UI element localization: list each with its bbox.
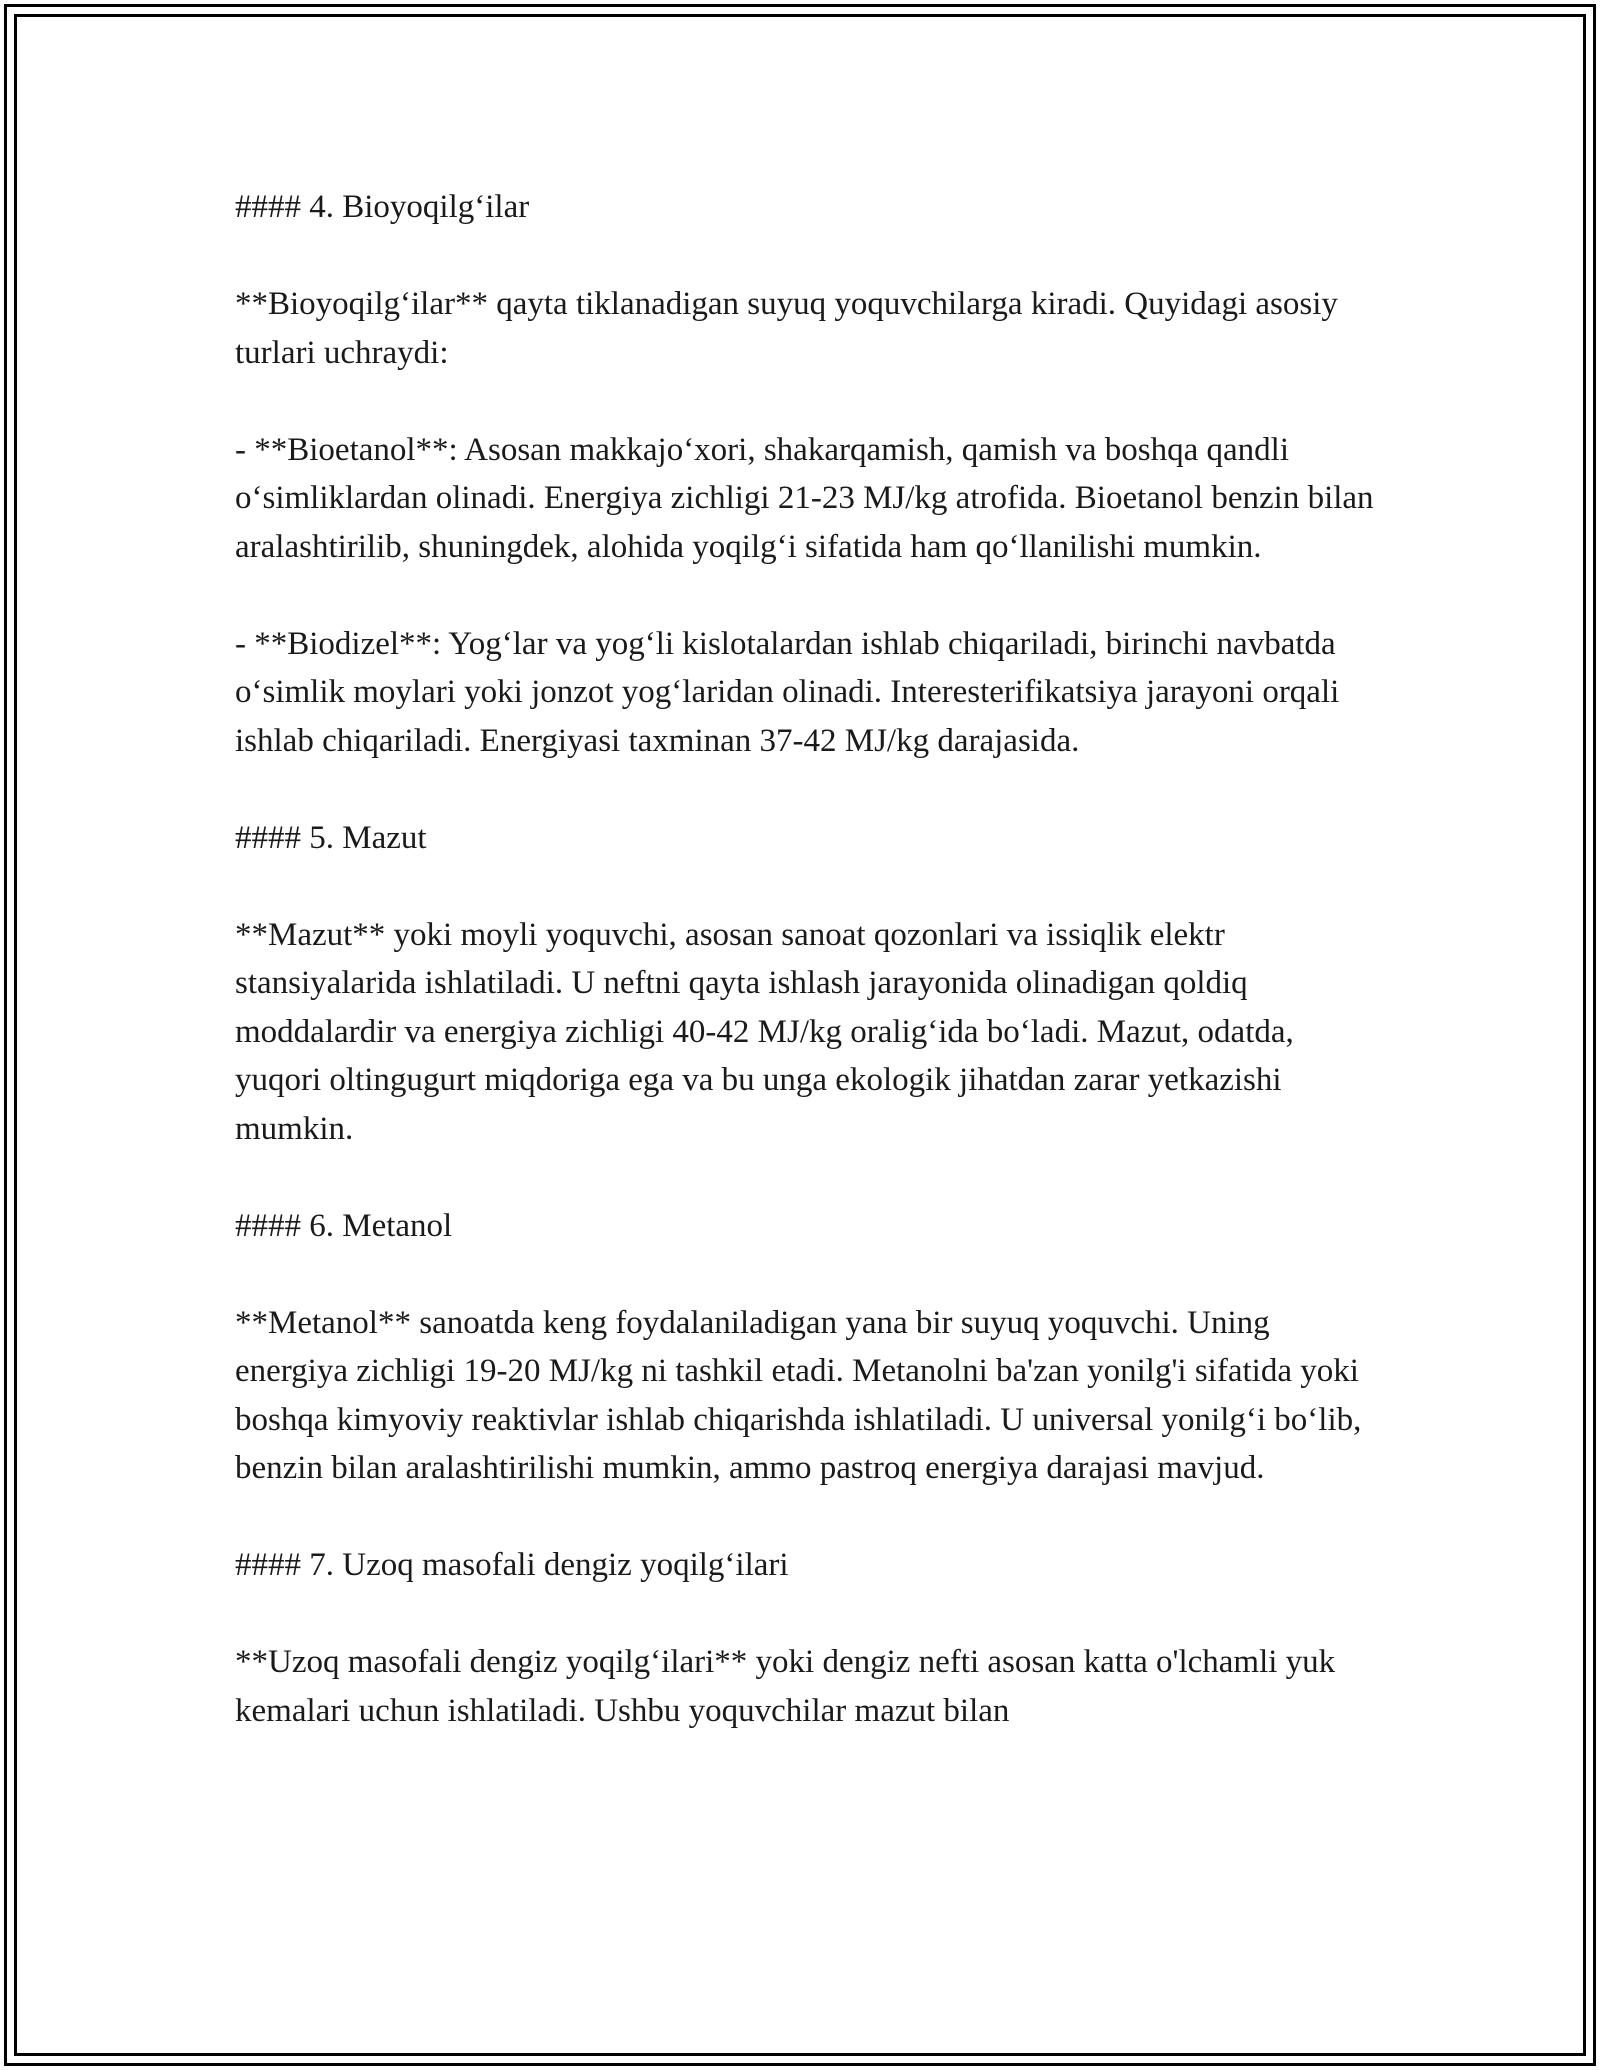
list-item-biodizel: - **Biodizel**: Yog‘lar va yog‘li kislotalardan ishlab chiqariladi, birinchi navbatda o‘simlik moylari yoki jonzot yog‘laridan olinadi. Interesterifikatsiya jarayoni orqali ishlab chiqariladi. Energiyasi taxminan 37-42 MJ/kg darajasida. [235,625,1340,759]
heading-metanol: #### 6. Metanol [235,1207,453,1244]
document-body [235,183,1375,1784]
list-item-bioetanol: - **Bioetanol**: Asosan makkajo‘xori, shakarqamish, qamish va boshqa qandli o‘simliklardan olinadi. Energiya zichligi 21-23 MJ/kg atrofida. Bioetanol benzin bilan aralashtirilib, shuningdek, alohida yoqilg‘i sifatida ham qo‘llanilishi mumkin. [235,431,1374,565]
heading-bioyoqilgilar: #### 4. Bioyoqilg‘ilar [235,189,530,225]
paragraph-mazut: **Mazut** yoki moyli yoquvchi, asosan sanoat qozonlari va issiqlik elektr stansiyalarida ishlatiladi. U neftni qayta ishlash jarayonida olinadigan qoldiq moddalardir va energiya zichligi 40-42 MJ/kg oralig‘ida bo‘ladi. Mazut, odatda, yuqori oltingugurt miqdoriga ega va bu unga ekologik jihatdan zarar yetkazishi mumkin. [235,916,1294,1147]
heading-mazut: #### 5. Mazut [235,819,427,856]
heading-dengiz-yoqilgilari: #### 7. Uzoq masofali dengiz yoqilg‘ilari [235,1547,789,1583]
paragraph-metanol: **Metanol** sanoatda keng foydalaniladigan yana bir suyuq yoquvchi. Uning energiya zichligi 19-20 MJ/kg ni tashkil etadi. Metanolni ba'zan yonilg'i sifatida yoki boshqa kimyoviy reaktivlar ishlab chiqarishda ishlatiladi. U universal yonilg‘i bo‘lib, benzin bilan aralashtirilishi mumkin, ammo pastroq energiya darajasi mavjud. [235,1304,1362,1486]
paragraph-dengiz-yoqilgilari: **Uzoq masofali dengiz yoqilg‘ilari** yoki dengiz nefti asosan katta o'lchamli yuk kemalari uchun ishlatiladi. Ushbu yoquvchilar mazut bilan [235,1644,1336,1729]
paragraph-bioyoqilgilar-intro: **Bioyoqilg‘ilar** qayta tiklanadigan suyuq yoquvchilarga kiradi. Quyidagi asosiy turlari uchraydi: [235,286,1338,371]
